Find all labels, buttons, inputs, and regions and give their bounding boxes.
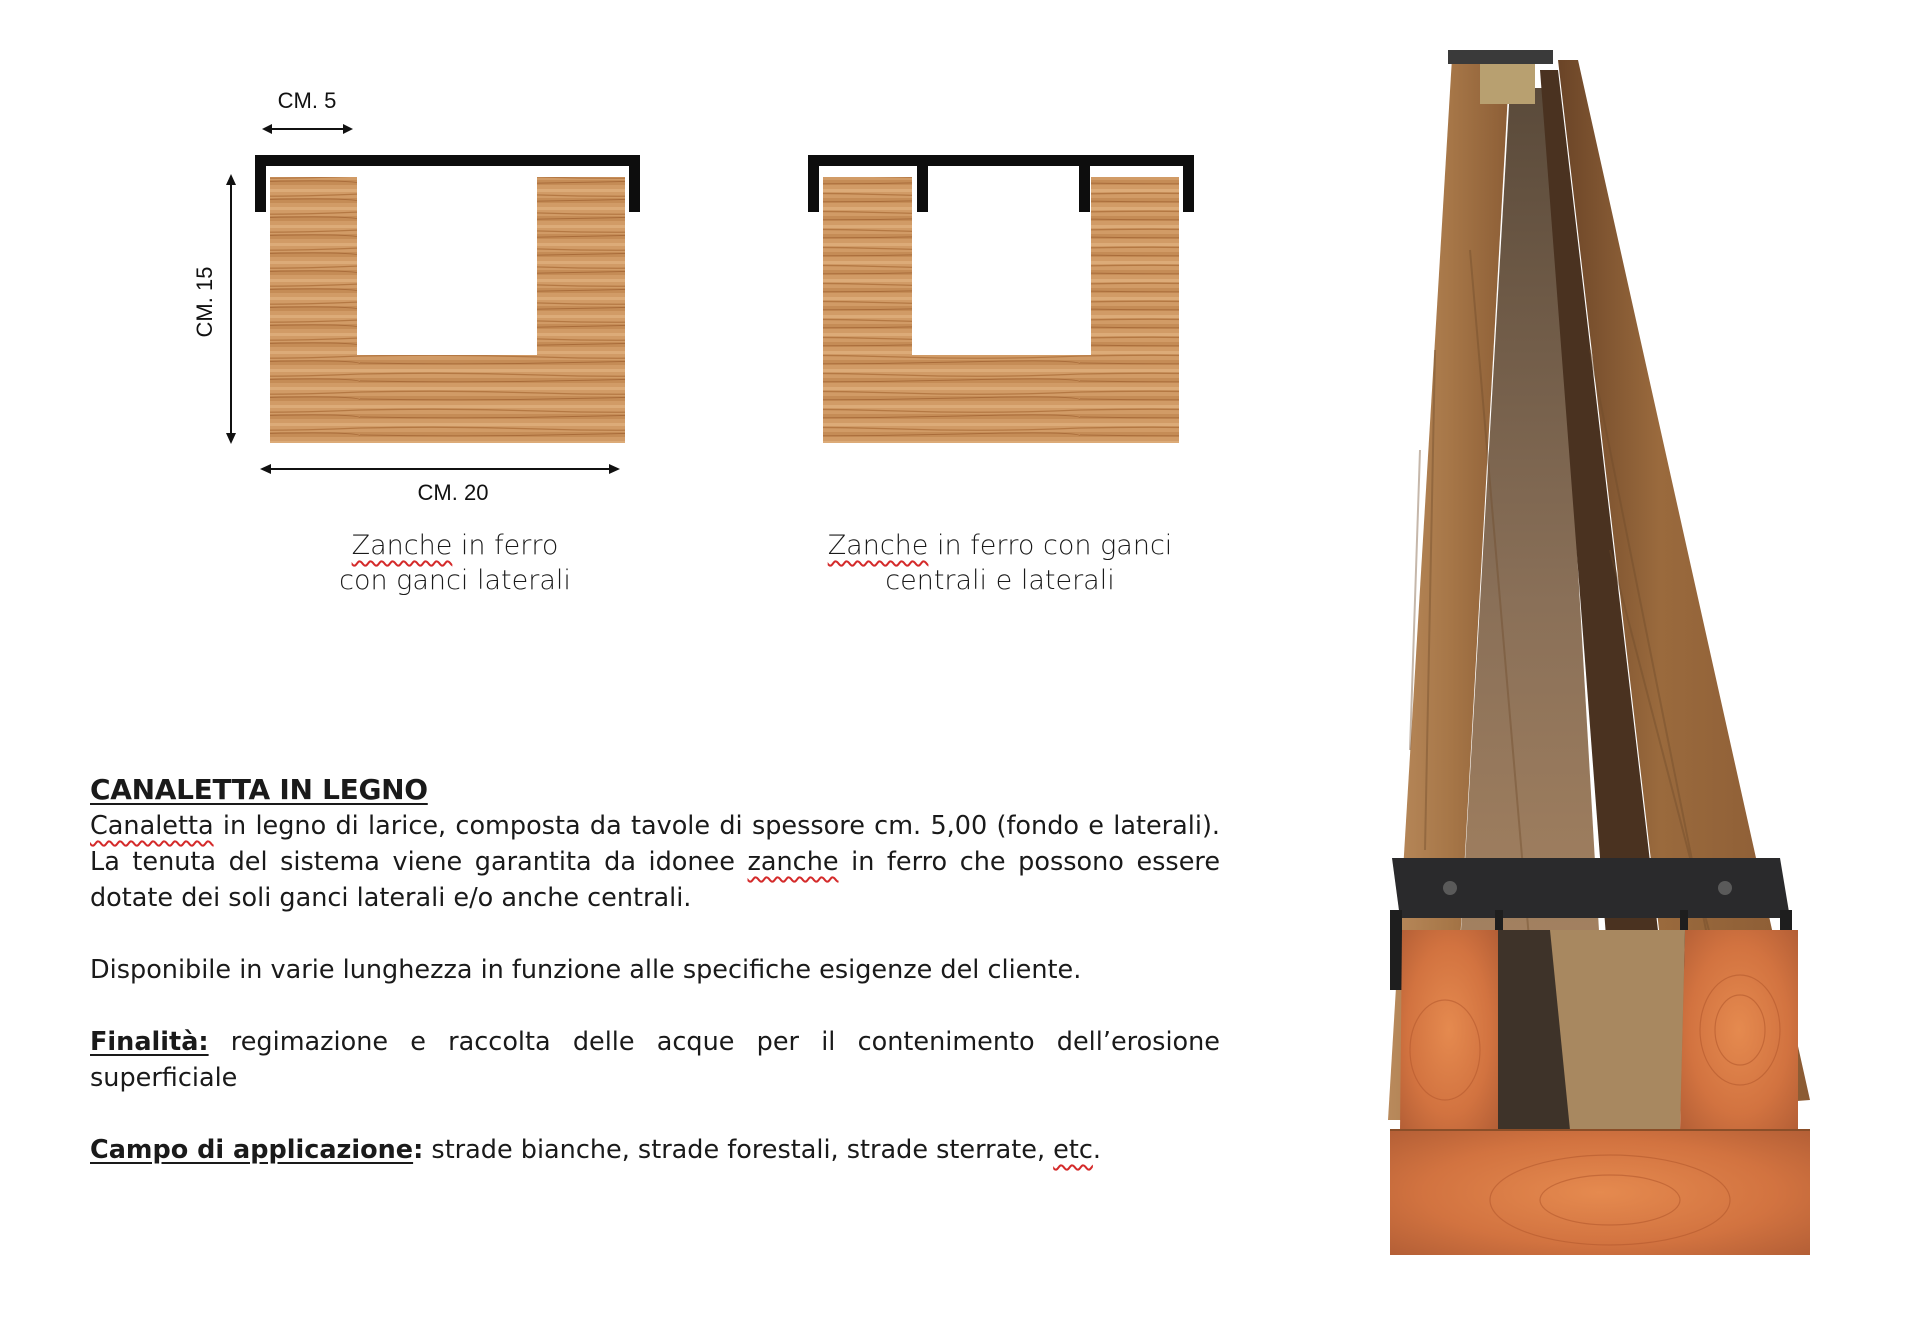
purpose-text: regimazione e raccolta delle acque per il contenimento dell’erosione superficiale xyxy=(90,1027,1220,1093)
description-text-2: in ferro che possono essere dotate dei soli ganci laterali e/o anche centrali. xyxy=(90,847,1221,913)
availability-line: Disponibile in varie lunghezza in funzione alle specifiche esigenze del cliente. xyxy=(90,955,1082,985)
product-description xyxy=(90,772,1220,1168)
caption-line1-rest: in ferro con ganci xyxy=(928,530,1173,561)
caption-central-lateral-hooks xyxy=(820,528,1180,598)
application-label: Campo di applicazione xyxy=(90,1135,414,1165)
spellcheck-word: etc xyxy=(1053,1135,1093,1165)
diagram-central-lateral-hooks xyxy=(808,155,1194,443)
application-end: . xyxy=(1092,1135,1101,1165)
caption-line1-rest: in ferro xyxy=(452,530,559,561)
description-paragraph xyxy=(90,808,1220,916)
caption-line1 xyxy=(828,530,1173,561)
caption-line2: centrali e laterali xyxy=(885,565,1115,596)
purpose-line xyxy=(90,1024,1220,1096)
diagram-lateral-hooks xyxy=(192,88,640,505)
spellcheck-word: Canaletta xyxy=(90,811,214,841)
spellcheck-word: zanche xyxy=(747,847,839,877)
purpose-label: Finalità: xyxy=(90,1027,209,1057)
cross-section-diagrams xyxy=(0,0,1300,520)
product-title: CANALETTA IN LEGNO xyxy=(90,773,428,806)
spellcheck-word: Zanche xyxy=(827,530,929,561)
wood-channel-section xyxy=(823,177,1179,443)
caption-line1 xyxy=(352,530,559,561)
dim-label-side: CM. 15 xyxy=(192,266,217,338)
application-colon: : xyxy=(413,1135,424,1165)
application-line xyxy=(90,1132,1220,1168)
caption-line2: con ganci laterali xyxy=(339,565,571,596)
wooden-channel-photo xyxy=(1380,50,1840,1290)
wood-channel-section xyxy=(270,177,625,443)
description-text-1: in legno di larice, composta da tavole di spessore cm. 5,00 (fondo e laterali). La tenuta del sistema viene garantita da idonee xyxy=(90,811,1220,877)
application-text: strade bianche, strade forestali, strade sterrate, xyxy=(423,1135,1054,1165)
dim-label-top: CM. 5 xyxy=(277,88,337,113)
dim-label-bottom: CM. 20 xyxy=(417,480,489,505)
caption-lateral-hooks xyxy=(330,528,580,598)
spellcheck-word: Zanche xyxy=(351,530,453,561)
